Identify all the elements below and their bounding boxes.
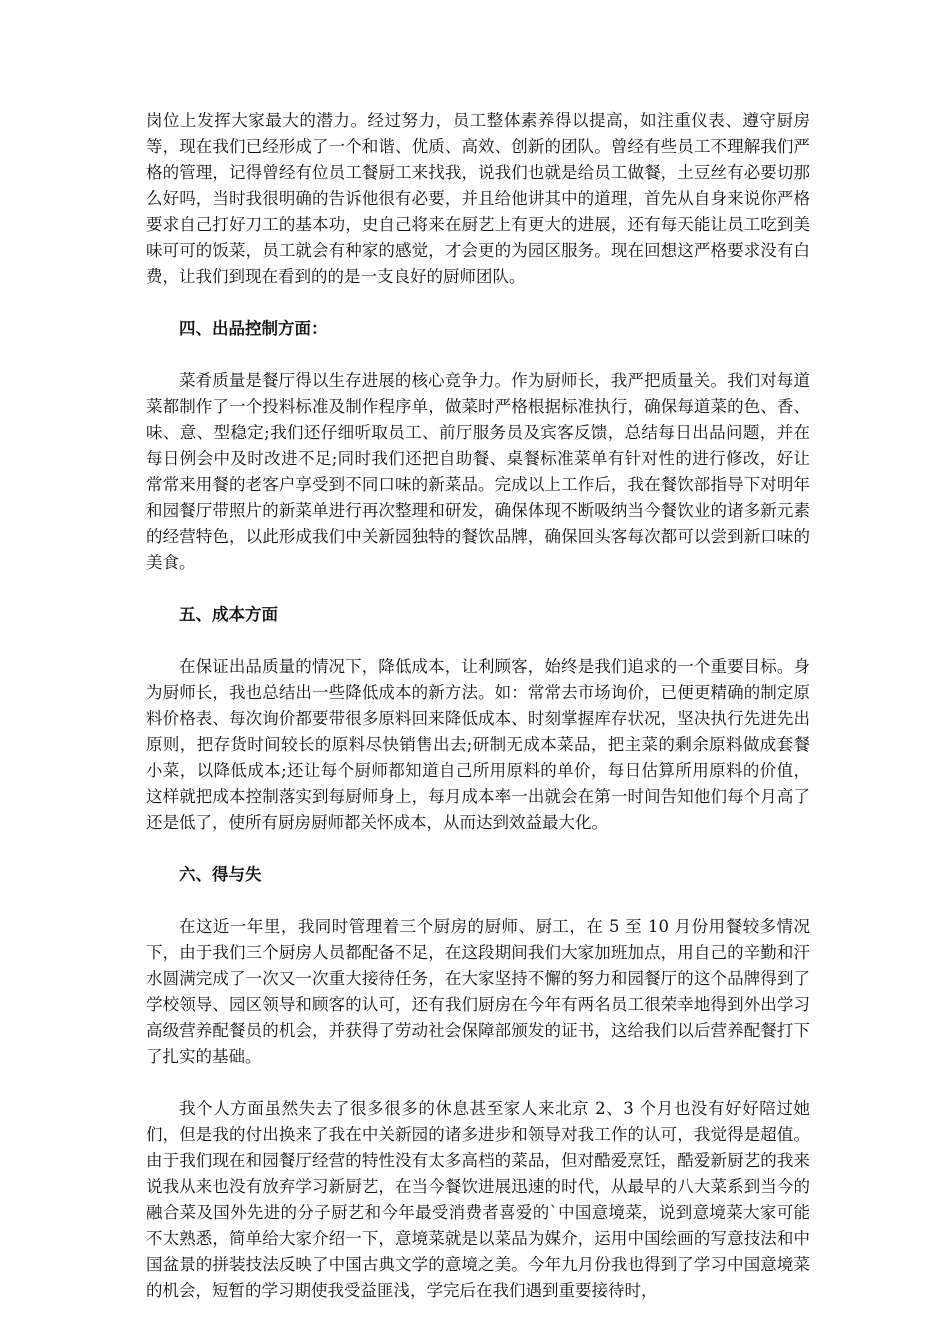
section-heading-cost: 五、成本方面 [179,605,278,624]
section-paragraph-output-control: 菜肴质量是餐厅得以生存进展的核心竞争力。作为厨师长，我严把质量关。我们对每道菜都制作了一个投料标准及制作程序单，做菜时严格根据标准执行，确保每道菜的色、香、味、意、型稳定;我们还仔细听取员工、前厅服务员及宾客反馈，总结每日出品问题，并在每日例会中及时改进不足;同时我们还把自助餐、桌餐标准菜单有针对性的进行修改，好让常常来用餐的老客户享受到不同口味的新菜品。完成以上工作后，我在餐饮部指导下对明年和园餐厅带照片的新菜单进行再次整理和研发，确保体现不断吸纳当今餐饮业的诸多新元素的经营特色，以此形成我们中关新园独特的餐饮品牌，确保回头客每次都可以尝到新口味的美食。 [146,371,810,572]
section-paragraph-gains-losses-2: 我个人方面虽然失去了很多很多的休息甚至家人来北京 2、3 个月也没有好好陪过她们，但是我的付出换来了我在中关新园的诸多进步和领导对我工作的认可，我觉得是超值。由于我们现在和园餐厅经营的特性没有太多高档的菜品，但对酷爱烹饪，酷爱新厨艺的我来说我从来也没有放弃学习新厨艺，在当今餐饮进展迅速的时代，从最早的八大菜系到当今的融合菜及国外先进的分子厨艺和今年最受消费者喜爱的`中国意境菜，说到意境菜大家可能不太熟悉，简单给大家介绍一下，意境菜就是以菜品为媒介，运用中国绘画的写意技法和中国盆景的拼装技法反映了中国古典文学的意境之美。今年九月份我也得到了学习中国意境菜的机会，短暂的学习期使我受益匪浅，学完后在我们遇到重要接待时， [146,1099,810,1300]
section-heading-output-control: 四、出品控制方面： [179,319,328,338]
spacer [146,628,810,654]
spacer [146,576,810,602]
section-paragraph-gains-losses-1: 在这近一年里，我同时管理着三个厨房的厨师、厨工，在 5 至 10 月份用餐较多情况下，由于我们三个厨房人员都配备不足，在这段期间我们大家加班加点，用自己的辛勤和汗水圆满完成了一次又一次重大接待任务，在大家坚持不懈的努力和园餐厅的这个品牌得到了学校领导、园区领导和顾客的认可，还有我们厨房在今年有两名员工很荣幸地得到外出学习高级营养配餐员的机会，并获得了劳动社会保障部颁发的证书，这给我们以后营养配餐打下了扎实的基础。 [146,917,810,1066]
spacer [146,836,810,862]
section-paragraph-cost: 在保证出品质量的情况下，降低成本，让利顾客，始终是我们追求的一个重要目标。身为厨师长，我也总结出一些降低成本的新方法。如：常常去市场询价，已便更精确的制定原料价格表、每次询价都要带很多原料回来降低成本、时刻掌握库存状况，坚决执行先进先出原则，把存货时间较长的原料尽快销售出去;研制无成本菜品，把主菜的剩余原料做成套餐小菜，以降低成本;还让每个厨师都知道自己所用原料的单价，每日估算所用原料的价值，这样就把成本控制落实到每厨师身上，每月成本率一出就会在第一时间告知他们每个月高了还是低了，使所有厨房厨师都关怀成本，从而达到效益最大化。 [146,657,810,832]
section-heading-gains-losses: 六、得与失 [179,865,262,884]
spacer [146,1070,810,1096]
spacer [146,290,810,316]
intro-paragraph: 岗位上发挥大家最大的潜力。经过努力，员工整体素养得以提高，如注重仪表、遵守厨房等，现在我们已经形成了一个和谐、优质、高效、创新的团队。曾经有些员工不理解我们严格的管理，记得曾经有位员工餐厨工来找我，说我们也就是给员工做餐，土豆丝有必要切那么好吗，当时我很明确的告诉他很有必要，并且给他讲其中的道理，首先从自身来说你严格要求自己打好刀工的基本功，史自己将来在厨艺上有更大的进展，还有每天能让员工吃到美味可可的饭菜，员工就会有种家的感觉，才会更的为园区服务。现在回想这严格要求没有白费，让我们到现在看到的的是一支良好的厨师团队。 [146,111,810,286]
spacer [146,342,810,368]
spacer [146,888,810,914]
document-body [146,108,810,1304]
